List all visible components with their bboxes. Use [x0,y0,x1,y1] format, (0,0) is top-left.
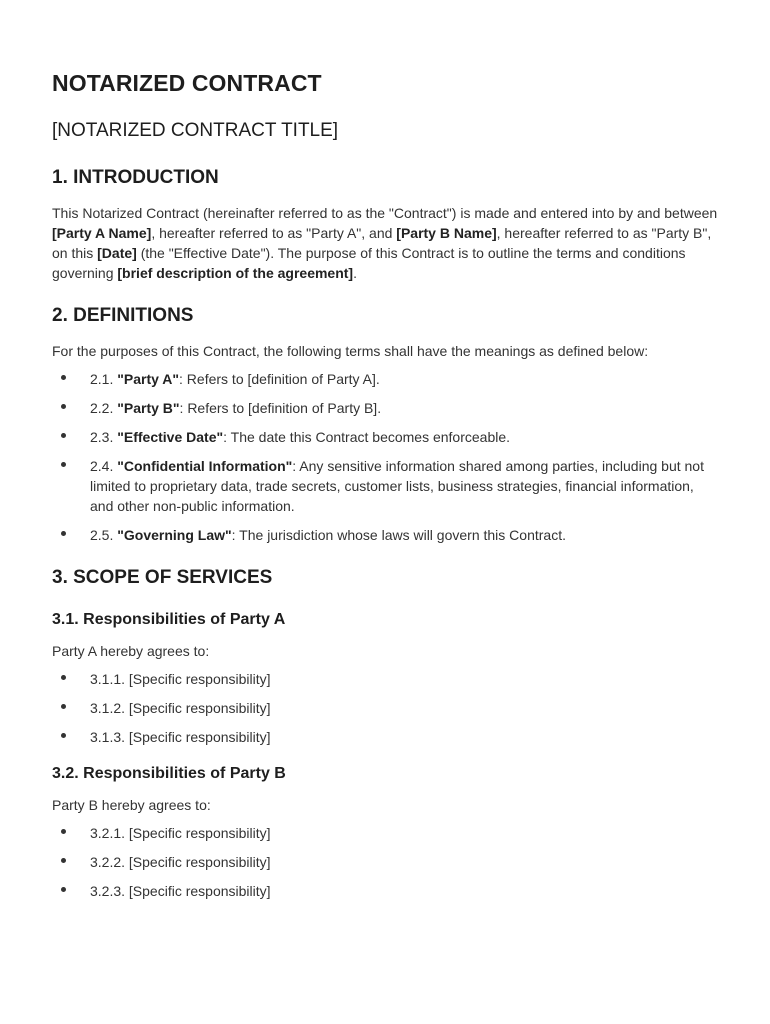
section-heading-introduction: 1. INTRODUCTION [52,167,219,188]
subsection-heading-party-b: 3.2. Responsibilities of Party B [52,765,286,782]
introduction-paragraph [52,203,718,283]
date-placeholder: [Date] [97,245,137,261]
list-item [52,727,718,747]
definitions-lead: For the purposes of this Contract, the following terms shall have the meanings as defined below: [52,343,649,359]
list-item [52,456,718,516]
document-heading: NOTARIZED CONTRACT [52,70,322,96]
responsibility-text: 3.1.3. [Specific responsibility] [90,729,271,745]
intro-text-5: . [353,265,357,281]
party-a-placeholder: [Party A Name] [52,225,152,241]
section-heading-definitions: 2. DEFINITIONS [52,305,194,326]
item-number: 2.3. [90,429,118,445]
definition-term: "Confidential Information" [117,458,293,474]
bullet-icon [61,462,66,467]
item-number: 2.5. [90,527,118,543]
responsibility-text: 3.2.2. [Specific responsibility] [90,854,271,870]
definition-text: : Any sensitive information shared among parties, including but not limited to proprietary data, trade secrets, customer lists, business strategies, financial information, and other non-public information. [90,458,704,514]
definition-term: "Effective Date" [117,429,224,445]
intro-text-1: This Notarized Contract (hereinafter referred to as the "Contract") is made and entered into by and between [52,205,718,221]
definition-text: : The date this Contract becomes enforceable. [223,429,511,445]
subsection-party-b [52,765,718,901]
definition-term: "Party B" [117,400,180,416]
bullet-icon [61,733,66,738]
bullet-icon [61,404,66,409]
responsibility-text: 3.2.3. [Specific responsibility] [90,883,271,899]
party-a-responsibilities [52,669,718,747]
bullet-icon [61,375,66,380]
document-title: [NOTARIZED CONTRACT TITLE] [52,120,339,141]
intro-text-2: , hereafter referred to as "Party A", and [151,225,397,241]
definition-text: : Refers to [definition of Party B]. [179,400,382,416]
party-a-lead: Party A hereby agrees to: [52,643,210,659]
bullet-icon [61,887,66,892]
list-item [52,823,718,843]
party-b-placeholder: [Party B Name] [396,225,497,241]
item-number: 2.4. [90,458,118,474]
bullet-icon [61,531,66,536]
definition-text: : The jurisdiction whose laws will govern this Contract. [231,527,566,543]
bullet-icon [61,829,66,834]
subsection-heading-party-a: 3.1. Responsibilities of Party A [52,611,286,628]
bullet-icon [61,675,66,680]
section-introduction [52,167,718,283]
definitions-list [52,369,718,545]
bullet-icon [61,433,66,438]
list-item [52,852,718,872]
agreement-description-placeholder: [brief description of the agreement] [117,265,354,281]
item-number: 2.1. [90,371,118,387]
list-item [52,881,718,901]
list-item [52,427,718,447]
intro-text-3: , hereafter referred to as "Party B", on this [52,225,712,261]
party-b-responsibilities [52,823,718,901]
intro-text-4: (the "Effective Date"). The purpose of this Contract is to outline the terms and conditions governing [52,245,686,281]
list-item [52,525,718,545]
section-heading-scope: 3. SCOPE OF SERVICES [52,567,273,588]
list-item [52,698,718,718]
section-scope-of-services [52,567,718,901]
section-definitions [52,305,718,545]
list-item [52,669,718,689]
item-number: 2.2. [90,400,118,416]
responsibility-text: 3.1.1. [Specific responsibility] [90,671,271,687]
definition-term: "Party A" [117,371,180,387]
responsibility-text: 3.1.2. [Specific responsibility] [90,700,271,716]
list-item [52,369,718,389]
list-item [52,398,718,418]
definition-term: "Governing Law" [117,527,232,543]
bullet-icon [61,858,66,863]
bullet-icon [61,704,66,709]
subsection-party-a [52,611,718,747]
definition-text: : Refers to [definition of Party A]. [179,371,380,387]
party-b-lead: Party B hereby agrees to: [52,797,211,813]
responsibility-text: 3.2.1. [Specific responsibility] [90,825,271,841]
